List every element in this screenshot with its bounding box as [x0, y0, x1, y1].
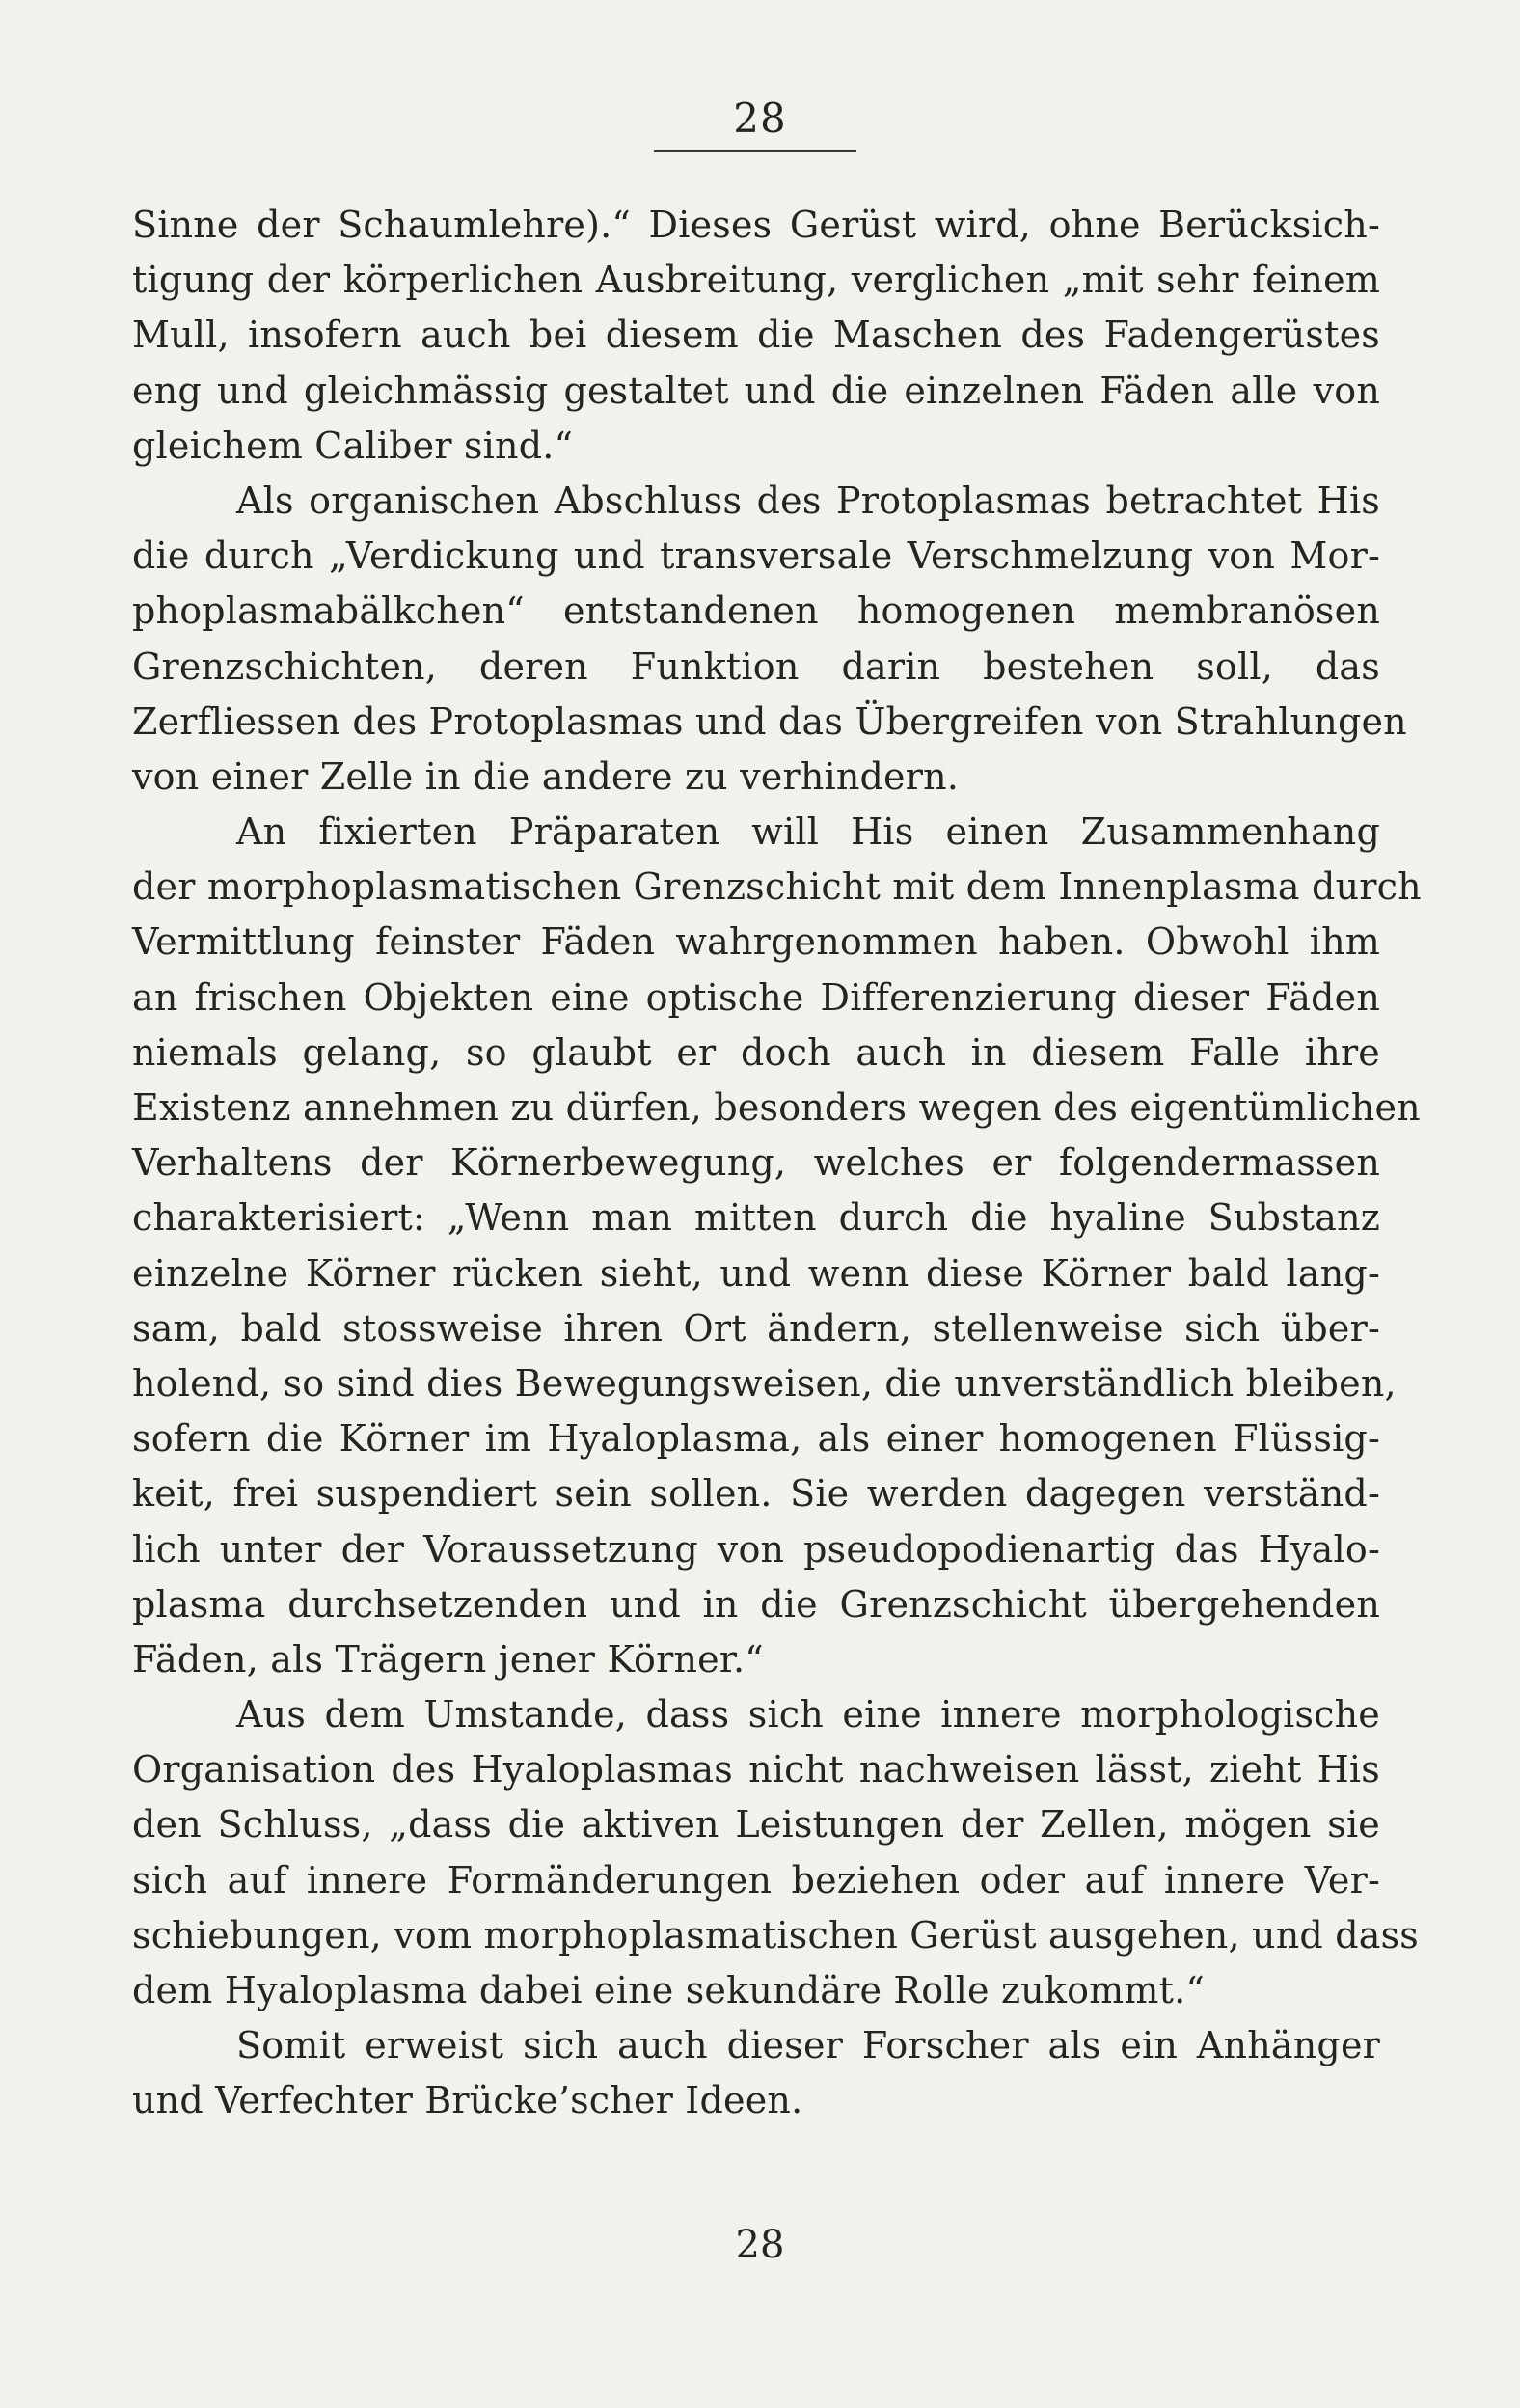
text-line: Existenz annehmen zu dürfen, besonders wegen des eigentümlichen: [132, 1086, 1421, 1129]
text-line: Sinne der Schaumlehre).“ Dieses Gerüst wird, ohne Berücksich-: [132, 204, 1380, 246]
text-line: keit, frei suspendiert sein sollen. Sie werden dagegen verständ-: [132, 1472, 1380, 1516]
text-line: holend, so sind dies Bewegungsweisen, die unverständlich bleiben,: [132, 1361, 1397, 1405]
text-line: schiebungen, vom morphoplasmatischen Gerüst ausgehen, und dass: [132, 1913, 1419, 1956]
text-line: der morphoplasmatischen Grenzschicht mit dem Innenplasma durch: [132, 865, 1422, 909]
text-line: Mull, insofern auch bei diesem die Maschen des Fadengerüstes: [132, 314, 1380, 357]
body-text: [132, 198, 1422, 2129]
page-number-footer: 28: [735, 2223, 785, 2267]
text-line: An fixierten Präparaten will His einen Zusammenhang: [236, 810, 1380, 854]
text-line: lich unter der Voraussetzung von pseudopodienartig das Hyalo-: [132, 1527, 1380, 1571]
text-line: dem Hyaloplasma dabei eine sekundäre Rolle zukommt.“: [132, 1969, 1206, 2011]
text-line: Vermittlung feinster Fäden wahrgenommen haben. Obwohl ihm: [132, 920, 1380, 964]
text-line: niemals gelang, so glaubt er doch auch in diesem Falle ihre: [132, 1030, 1380, 1074]
header-rule: [654, 150, 856, 152]
text-line: Als organischen Abschluss des Protoplasmas betrachtet His: [236, 479, 1380, 522]
text-line: einzelne Körner rücken sieht, und wenn diese Körner bald lang-: [132, 1251, 1380, 1295]
text-line: tigung der körperlichen Ausbreitung, verglichen „mit sehr feinem: [132, 259, 1380, 302]
text-line: an frischen Objekten eine optische Differenzierung dieser Fäden: [132, 975, 1380, 1019]
text-line: Zerfliessen des Protoplasmas und das Übergreifen von Strahlungen: [132, 699, 1407, 743]
text-line: sich auf innere Formänderungen beziehen oder auf innere Ver-: [132, 1858, 1380, 1902]
text-line: sam, bald stossweise ihren Ort ändern, stellenweise sich über-: [132, 1306, 1380, 1350]
text-line: Somit erweist sich auch dieser Forscher als ein Anhänger: [236, 2024, 1380, 2067]
text-line: von einer Zelle in die andere zu verhindern.: [132, 754, 960, 798]
text-line: Verhaltens der Körnerbewegung, welches er folgendermassen: [132, 1141, 1380, 1185]
text-line: phoplasmabälkchen“ entstandenen homogenen membranösen: [132, 589, 1380, 633]
page-number-header: 28: [733, 95, 787, 142]
text-line: gleichem Caliber sind.“: [132, 424, 574, 467]
text-line: sofern die Körner im Hyaloplasma, als einer homogenen Flüssig-: [132, 1417, 1380, 1461]
text-line: plasma durchsetzenden und in die Grenzschicht übergehenden: [132, 1582, 1380, 1626]
text-line: Organisation des Hyaloplasmas nicht nachweisen lässt, zieht His: [132, 1748, 1380, 1792]
text-line: die durch „Verdickung und transversale Verschmelzung von Mor-: [132, 534, 1380, 578]
text-line: und Verfechter Brücke’scher Ideen.: [132, 2079, 803, 2122]
text-line: charakterisiert: „Wenn man mitten durch die hyaline Substanz: [132, 1196, 1380, 1240]
text-line: Fäden, als Trägern jener Körner.“: [132, 1637, 764, 1681]
text-line: Grenzschichten, deren Funktion darin bestehen soll, das: [132, 644, 1380, 688]
text-line: Aus dem Umstande, dass sich eine innere morphologische: [236, 1693, 1380, 1737]
text-line: den Schluss, „dass die aktiven Leistungen der Zellen, mögen sie: [132, 1803, 1380, 1847]
text-line: eng und gleichmässig gestaltet und die einzelnen Fäden alle von: [132, 369, 1380, 412]
